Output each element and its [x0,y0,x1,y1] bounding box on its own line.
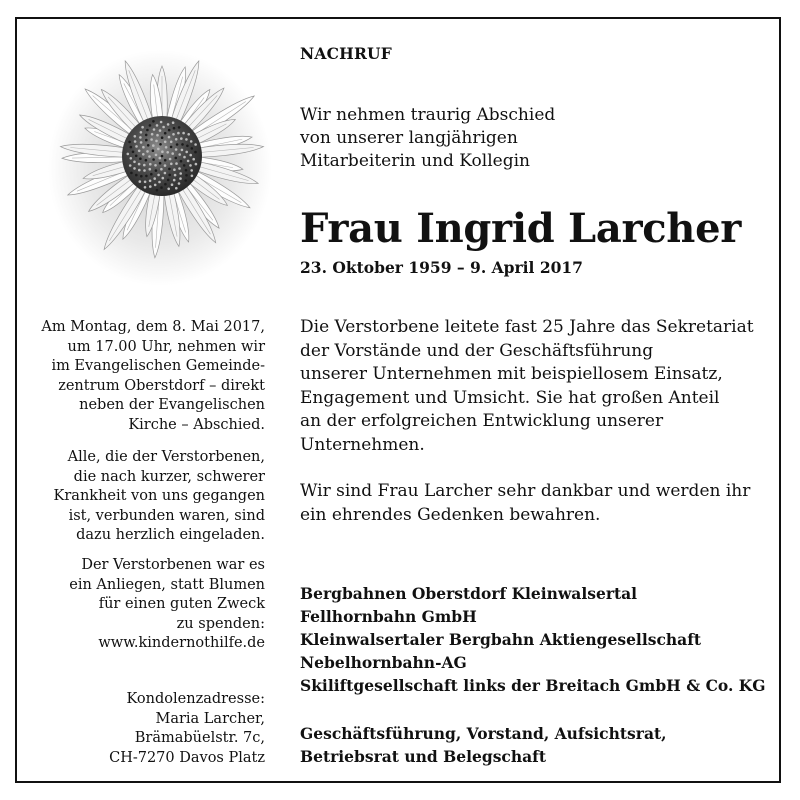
body-line: Unternehmen. [300,434,425,455]
intro-line: Mitarbeiterin und Kollegin [300,151,530,171]
address-line: Brämabüelstr. 7c, [134,730,265,746]
body-line: der Vorstände und der Geschäftsführung [300,340,654,361]
invitation-line: ist, verbunden waren, sind [68,507,265,524]
company-name: Bergbahnen Oberstdorf Kleinwalsertal [300,584,638,603]
company-name: Skiliftgesellschaft links der Breitach GmbH & Co. KG [300,676,766,695]
thanks-paragraph [300,480,770,527]
intro-line: von unserer langjährigen [300,128,518,148]
body-line: unserer Unternehmen mit beispiellosem Einsatz, [300,364,723,384]
thanks-line: Wir sind Frau Larcher sehr dankbar und werden ihr [300,481,751,501]
invitation-info [54,448,265,546]
signoff-line: Betriebsrat und Belegschaft [300,747,546,766]
service-line: neben der Evangelischen [79,397,265,413]
service-line: im Evangelischen Gemeinde- [51,358,265,374]
life-dates: 23. Oktober 1959 – 9. April 2017 [300,258,583,277]
thanks-line: ein ehrendes Gedenken bewahren. [300,504,601,525]
body-line: an der erfolgreichen Entwicklung unserer [300,411,664,431]
donation-url: www.kindernothilfe.de [98,635,265,651]
address-line: Maria Larcher, [155,710,265,727]
invitation-line: Krankheit von uns gegangen [53,488,265,504]
intro-text [300,104,555,173]
service-line: zentrum Oberstdorf – direkt [58,377,265,394]
signoff [300,722,667,768]
deceased-name: Frau Ingrid Larcher [300,205,741,252]
donation-line: ein Anliegen, statt Blumen [69,576,265,593]
heading-nachruf: NACHRUF [300,44,392,63]
service-line: Kirche – Abschied. [128,416,265,433]
company-name: Nebelhornbahn-AG [300,653,467,672]
flower-icon [40,48,272,288]
service-line: um 17.00 Uhr, nehmen wir [67,338,265,355]
service-line: Am Montag, dem 8. Mai 2017, [41,319,265,335]
invitation-line: Alle, die der Verstorbenen, [67,449,265,465]
intro-line: Wir nehmen traurig Abschied [300,105,556,125]
address-line: CH-7270 Davos Platz [109,749,265,766]
company-list [300,582,766,697]
donation-info [69,556,265,654]
donation-line: zu spenden: [176,615,265,632]
body-line: Engagement und Umsicht. Sie hat großen Anteil [300,387,720,408]
service-info [41,318,265,435]
company-name: Kleinwalsertaler Bergbahn Aktiengesellschaft [300,630,702,649]
address-line: Kondolenzadresse: [126,691,265,707]
invitation-line: dazu herzlich eingeladen. [76,527,265,543]
body-line: Die Verstorbene leitete fast 25 Jahre das Sekretariat [300,317,754,337]
condolence-address [109,690,265,768]
company-name: Fellhornbahn GmbH [300,607,477,626]
signoff-line: Geschäftsführung, Vorstand, Aufsichtsrat, [300,724,667,743]
donation-line: Der Verstorbenen war es [81,557,265,573]
body-paragraph [300,316,770,457]
invitation-line: die nach kurzer, schwerer [73,468,265,485]
donation-line: für einen guten Zweck [98,596,265,612]
